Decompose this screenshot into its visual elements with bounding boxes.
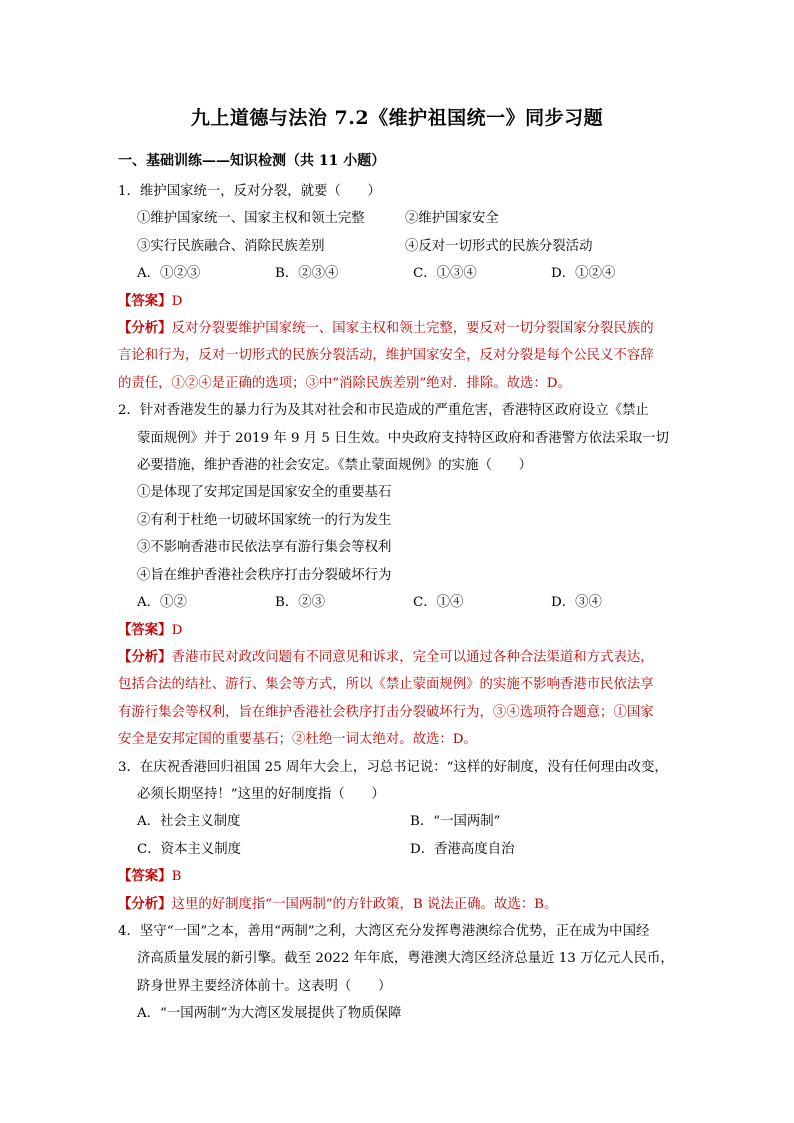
statement-item: ①维护国家统一、国家主权和领土完整 (137, 211, 365, 227)
answer-value: D (171, 622, 183, 638)
option-d: D．香港高度自治 (410, 841, 515, 857)
answer-line (118, 617, 690, 644)
option-c: C．①④ (413, 595, 464, 611)
analysis-text: 的责任，①②④是正确的选项；③中“消除民族差别”绝对．排除。故选：D。 (118, 375, 571, 391)
answer-line (118, 288, 690, 315)
question-stem: 必要措施，维护香港的社会安定。《禁止蒙面规例》的实施（ ） (137, 458, 533, 474)
analysis-tag: 【分析】 (118, 320, 172, 337)
section-heading: 一、基础训练——知识检测（共 11 小题） (118, 153, 386, 169)
analysis-line (118, 315, 690, 342)
question-1 (118, 178, 690, 397)
statement-item: ①是体现了安邦定国是国家安全的重要基石 (137, 485, 392, 501)
document-title: 九上道德与法治 7.2《维护祖国统一》同步习题 (190, 107, 604, 129)
question-stem: 济高质量发展的新引擎。截至 2022 年年底，粤港澳大湾区经济总量近 13 万亿元人民币， (137, 951, 674, 967)
statement-item: ④旨在维护香港社会秩序打击分裂破坏行为 (137, 567, 392, 583)
analysis-text: 这里的好制度指“一国两制”的方针政策，B 说法正确。故选：B。 (171, 896, 558, 912)
option-row (118, 260, 690, 287)
question-stem: 2．针对香港发生的暴力行为及其对社会和市民造成的严重危害，香港特区政府设立《禁止 (118, 403, 649, 419)
question-stem: 1．维护国家统一，反对分裂，就要（ ） (118, 184, 381, 199)
option-c: C．①③④ (413, 266, 477, 282)
option-a: A．“一国两制”为大湾区发展提供了物质保障 (137, 1006, 402, 1022)
analysis-text: 安全是安邦定国的重要基石；②杜绝一词太绝对。故选：D。 (118, 732, 477, 748)
statement-item: ②有利于杜绝一切破坏国家统一的行为发生 (137, 512, 392, 528)
analysis-tag: 【分析】 (118, 648, 172, 665)
option-d: D．③④ (551, 595, 602, 611)
question-stem: 蒙面规例》并于 2019 年 9 月 5 日生效。中央政府支持特区政府和香港警方依法采取一切 (137, 430, 669, 446)
question-stem: 跻身世界主要经济体前十。这表明（ ） (137, 978, 392, 994)
statement-item: ③实行民族融合、消除民族差别 (137, 238, 325, 254)
option-a: A．①② (137, 595, 187, 611)
answer-tag: 【答案】 (118, 292, 172, 309)
analysis-text: 有游行集会等权利，旨在维护香港社会秩序打击分裂破坏行为，③④选项符合题意；①国家 (118, 704, 654, 720)
answer-value: B (171, 869, 182, 885)
question-stem: 4．坚守“一国”之本，善用“两制”之利，大湾区充分发挥粤港澳综合优势，正在成为中国经 (118, 923, 650, 939)
answer-line (118, 863, 690, 890)
question-stem: 3．在庆祝香港回归祖国 25 周年大会上，习总书记说：“这样的好制度，没有任何理由改变， (118, 759, 668, 775)
option-a: A．社会主义制度 (137, 814, 241, 830)
statement-row (118, 205, 690, 232)
question-list (118, 178, 690, 1028)
option-c: C．资本主义制度 (137, 841, 241, 857)
analysis-line (118, 644, 690, 671)
statement-row (118, 233, 690, 260)
analysis-line (118, 891, 690, 918)
option-row (118, 589, 690, 616)
statement-item: ②维护国家安全 (405, 211, 499, 227)
option-b: B．“一国两制” (410, 814, 501, 830)
analysis-text: 包括合法的结社、游行、集会等方式，所以《禁止蒙面规例》的实施不影响香港市民依法享 (118, 677, 654, 693)
answer-value: D (171, 293, 183, 309)
option-d: D．①②④ (551, 266, 616, 282)
question-stem: 必须长期坚持！”这里的好制度指（ ） (137, 786, 385, 802)
option-a: A．①②③ (137, 266, 201, 282)
option-row (118, 836, 690, 863)
analysis-tag: 【分析】 (118, 895, 172, 912)
question-2 (118, 397, 690, 753)
option-b: B．②③④ (275, 266, 339, 282)
question-4 (118, 918, 690, 1028)
analysis-text: 香港市民对政改问题有不同意见和诉求，完全可以通过各种合法渠道和方式表达， (171, 649, 654, 665)
answer-tag: 【答案】 (118, 621, 172, 638)
analysis-text: 言论和行为，反对一切形式的民族分裂活动，维护国家安全，反对分裂是每个公民义不容辞 (118, 348, 654, 364)
option-b: B．②③ (275, 595, 326, 611)
statement-item: ③不影响香港市民依法享有游行集会等权利 (137, 540, 392, 556)
option-row (118, 808, 690, 835)
analysis-text: 反对分裂要维护国家统一、国家主权和领土完整，要反对一切分裂国家分裂民族的 (171, 321, 654, 337)
statement-item: ④反对一切形式的民族分裂活动 (405, 238, 593, 254)
question-3 (118, 754, 690, 918)
answer-tag: 【答案】 (118, 868, 172, 885)
